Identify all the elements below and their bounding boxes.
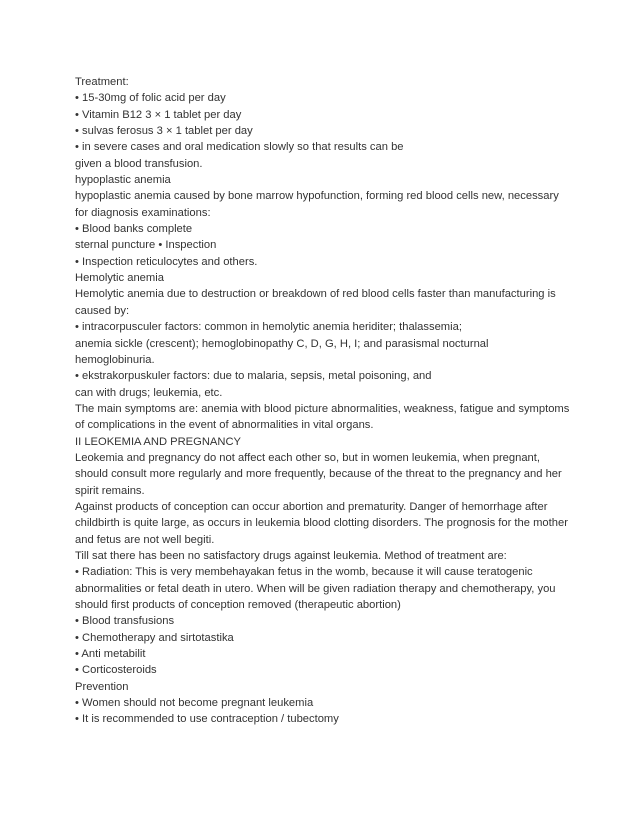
document-line: • Chemotherapy and sirtotastika <box>75 631 234 644</box>
document-line: abnormalities or fetal death in utero. When will be given radiation therapy and chemotherapy, you <box>75 582 556 595</box>
document-line: • Blood banks complete <box>75 223 193 236</box>
document-line: • Anti metabilit <box>75 648 146 661</box>
document-line: • Vitamin B12 3 × 1 tablet per day <box>75 108 242 121</box>
document-line: given a blood transfusion. <box>75 157 203 170</box>
document-line: • Inspection reticulocytes and others. <box>75 255 258 268</box>
document-line: spirit remains. <box>75 484 145 497</box>
document-line: childbirth is quite large, as occurs in leukemia blood clotting disorders. The prognosis for the mother <box>75 517 568 530</box>
document-line: hemoglobinuria. <box>75 353 155 366</box>
document-line: • intracorpusculer factors: common in hemolytic anemia heriditer; thalassemia; <box>75 321 462 334</box>
document-line: Till sat there has been no satisfactory drugs against leukemia. Method of treatment are: <box>75 549 507 562</box>
document-line: should consult more regularly and more frequently, because of the threat to the pregnancy and her <box>75 468 562 481</box>
document-line: • sulvas ferosus 3 × 1 tablet per day <box>75 125 253 138</box>
document-line: • It is recommended to use contraception / tubectomy <box>75 713 339 726</box>
document-line: The main symptoms are: anemia with blood picture abnormalities, weakness, fatigue and symptoms <box>75 402 570 415</box>
document-line: can with drugs; leukemia, etc. <box>75 386 223 399</box>
document-line: • ekstrakorpuskuler factors: due to malaria, sepsis, metal poisoning, and <box>75 370 432 383</box>
document-body <box>75 74 570 728</box>
document-line: Hemolytic anemia <box>75 272 164 285</box>
document-line: hypoplastic anemia caused by bone marrow hypofunction, forming red blood cells new, necessary <box>75 190 559 203</box>
document-line: and fetus are not well begiti. <box>75 533 215 546</box>
document-line: Hemolytic anemia due to destruction or breakdown of red blood cells faster than manufacturing is <box>75 288 556 301</box>
document-line: • Blood transfusions <box>75 615 175 628</box>
document-line: • 15-30mg of folic acid per day <box>75 92 226 105</box>
document-line: sternal puncture • Inspection <box>75 239 217 252</box>
document-line: for diagnosis examinations: <box>75 206 211 219</box>
document-line: caused by: <box>75 304 130 317</box>
document-line: Prevention <box>75 680 129 693</box>
document-line: hypoplastic anemia <box>75 174 171 187</box>
document-line: II LEOKEMIA AND PREGNANCY <box>75 435 241 448</box>
document-line: Leokemia and pregnancy do not affect each other so, but in women leukemia, when pregnant, <box>75 451 540 464</box>
document-line: should first products of conception removed (therapeutic abortion) <box>75 599 401 611</box>
document-line: of complications in the event of abnormalities in vital organs. <box>75 419 374 432</box>
document-line: Against products of conception can occur abortion and prematurity. Danger of hemorrhage after <box>75 500 548 513</box>
document-line: • Radiation: This is very membehayakan fetus in the womb, because it will cause teratogenic <box>75 566 533 579</box>
document-line: • Corticosteroids <box>75 664 157 677</box>
document-line: • Women should not become pregnant leukemia <box>75 697 314 710</box>
document-line: • in severe cases and oral medication slowly so that results can be <box>75 141 404 154</box>
document-line: anemia sickle (crescent); hemoglobinopathy C, D, G, H, I; and parasismal nocturnal <box>75 337 489 350</box>
document-line: Treatment: <box>75 76 129 88</box>
